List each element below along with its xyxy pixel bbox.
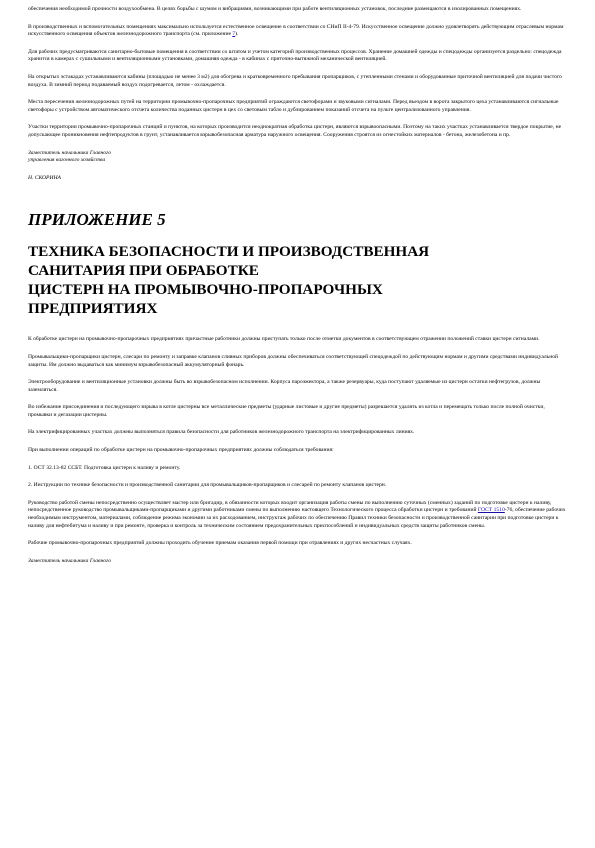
- paragraph-text: Руководство работой смены непосредственно осуществляет мастер или бригадир, в обязанности которых входит организация работы смены по выполнению суточных (сменных) заданий по подготовке цистерн к наливу, непосредственное руководство промывальщиками-пропарщиками и другими работниками смены по выполнению настоящего Технологического процесса обработки цистерн и требований: [28, 499, 552, 514]
- heading-line: ТЕХНИКА БЕЗОПАСНОСТИ И ПРОИЗВОДСТВЕННАЯ: [28, 243, 430, 261]
- appendix-title: ПРИЛОЖЕНИЕ 5: [28, 210, 166, 230]
- paragraph: Места пересечения железнодорожных путей на территории промывочно-пропарочных предприятий ограждаются светофорами и звуковыми сигналами. Перед въездом в ворота закрытого цеха устанавливаются сигнальные светофоры с устройством автоматического отсчета количества поданных цистерн в цех со световым табло и дублированием показаний отсчета на пульте централизованного управления.: [28, 99, 559, 113]
- paragraph: Промывальщики-пропарщики цистерн, слесари по ремонту и заправке клапанов сливных приборов должны обеспечиваться соответствующей спецодеждой по действующим нормам и другими средствами индивидуальной защиты. Им должно выдаваться как минимум взрывобезопасный аккумуляторный фонарь.: [28, 353, 558, 368]
- paragraph: Электрооборудование и вентиляционные установки должны быть во взрывобезопасном исполнении. Корпуса пароэжектора, а также резервуары, куда поступают удаляемые из цистерн остатки нефтегрузов, должны заземляться.: [28, 379, 541, 393]
- paragraph: Участки территории промывочно-пропарочных станций и пунктов, на которых производится неоднократная обработка цистерн, являются взрывоопасными. Поэтому на таких участках устанавливается твердое покрытие, не допускающее проникновения нефтепродуктов в грунт, устанавливается взрывобезопасная арматура наружного освещения. Сооружения строятся из огнестойких материалов - бетона, железобетона и пр.: [28, 124, 562, 138]
- list-item: 2. Инструкции по технике безопасности и производственной санитарии для промывальщиков-пропарщиков и слесарей по ремонту клапанов цистерн.: [28, 482, 387, 489]
- paragraph: Для рабочих предусматриваются санитарно-бытовые помещения в соответствии со штатом и учетом категорий производственных процессов. Хранение домашней одежды и спецодежды организуется раздельно: спецодежда хранится в камерах с сушильными и вентиляционными установками, домашняя одежда - в кабинах с приточно-вытяжной механической вентиляцией.: [28, 48, 562, 63]
- appendix-7-link[interactable]: 7: [232, 31, 236, 38]
- paragraph: При выполнении операций по обработке цистерн на промывочно-пропарочных предприятиях должны соблюдаться требования:: [28, 447, 334, 454]
- heading-line: САНИТАРИЯ ПРИ ОБРАБОТКЕ: [28, 262, 259, 280]
- gost-1510-link[interactable]: ГОСТ 1510: [477, 507, 505, 514]
- paragraph: К обработке цистерн на промывочно-пропарочных предприятиях причастные работники должны приступать только после отметки документов в соответствующем отражении положений ставки цистерн сигналами.: [28, 336, 540, 343]
- paragraph: В производственных и вспомогательных помещениях максимально используется естественное освещение в соответствии со СНиП II-4-79. Искусственное освещение должно удовлетворять действующим отраслевым нормам искусственного освещения объектов железнодорожного транспорта (см. приложение 7).: [28, 23, 564, 38]
- document-page: [0, 6, 595, 848]
- heading-line: ПРЕДПРИЯТИЯХ: [28, 300, 158, 318]
- paragraph: Во избежание присоединения и последующего взрыва в котле цистерны все металлические предметы (ударные листовые и другие предметы) разрешается удалять из котла и перемещать только после полной очистки, промывки и дегазации цистерны.: [28, 404, 545, 418]
- heading-line: ЦИСТЕРН НА ПРОМЫВОЧНО-ПРОПАРОЧНЫХ: [28, 281, 383, 299]
- paragraph: Рабочие промывочно-пропарочных предприятий должны проходить обучение приемам оказания первой помощи при отравлениях и других несчастных случаях.: [28, 540, 412, 547]
- paragraph: На открытых эстакадах устанавливаются кабины (площадью не менее 3 м2) для обогрева и кратковременного пребывания пропарщиков, с утепленными стенами и оборудованные приточной вентиляцией для подачи чистого воздуха. В зимний период подаваемый воздух подогревается, летом - охлаждается.: [28, 73, 562, 88]
- paragraph: [28, 500, 567, 530]
- paragraph: обеспечения необходимой прочности воздухообмена. В целях борьбы с шумом и вибрациями, возникающими при работе вентиляционных установок, последние размещаются в изолированных помещениях.: [28, 6, 522, 12]
- signature-title-line: Заместитель начальника Главного: [28, 557, 111, 564]
- section-heading: [28, 242, 567, 318]
- paragraph: На электрифицированных участках должны выполняться правила безопасности для работников железнодорожного транспорта на электрифицированных линиях.: [28, 429, 415, 436]
- list-item: 1. ОСТ 32.13-82 ССБТ. Подготовка цистерн к наливу и ремонту.: [28, 464, 181, 471]
- signature-name: Н. СКОРИНА: [28, 174, 61, 181]
- signature-title-line: Заместитель начальника Главного: [28, 149, 111, 156]
- signature-title-line: управления вагонного хозяйства: [28, 157, 106, 164]
- paragraph-text: -76, обеспечение рабочих необходимым инструментом, материалами, соблюдение режима экономии за их расходованием, инструктаж рабочих по обеспечению Правил техники безопасности и производственной санитарии при подготовке цистерн к наливу для нефтебитума и наливу и при ремонте, проверка и контроль за техническим состоянием предохранительных приспособлений и индивидуальных средств защиты работников смены.: [28, 507, 566, 529]
